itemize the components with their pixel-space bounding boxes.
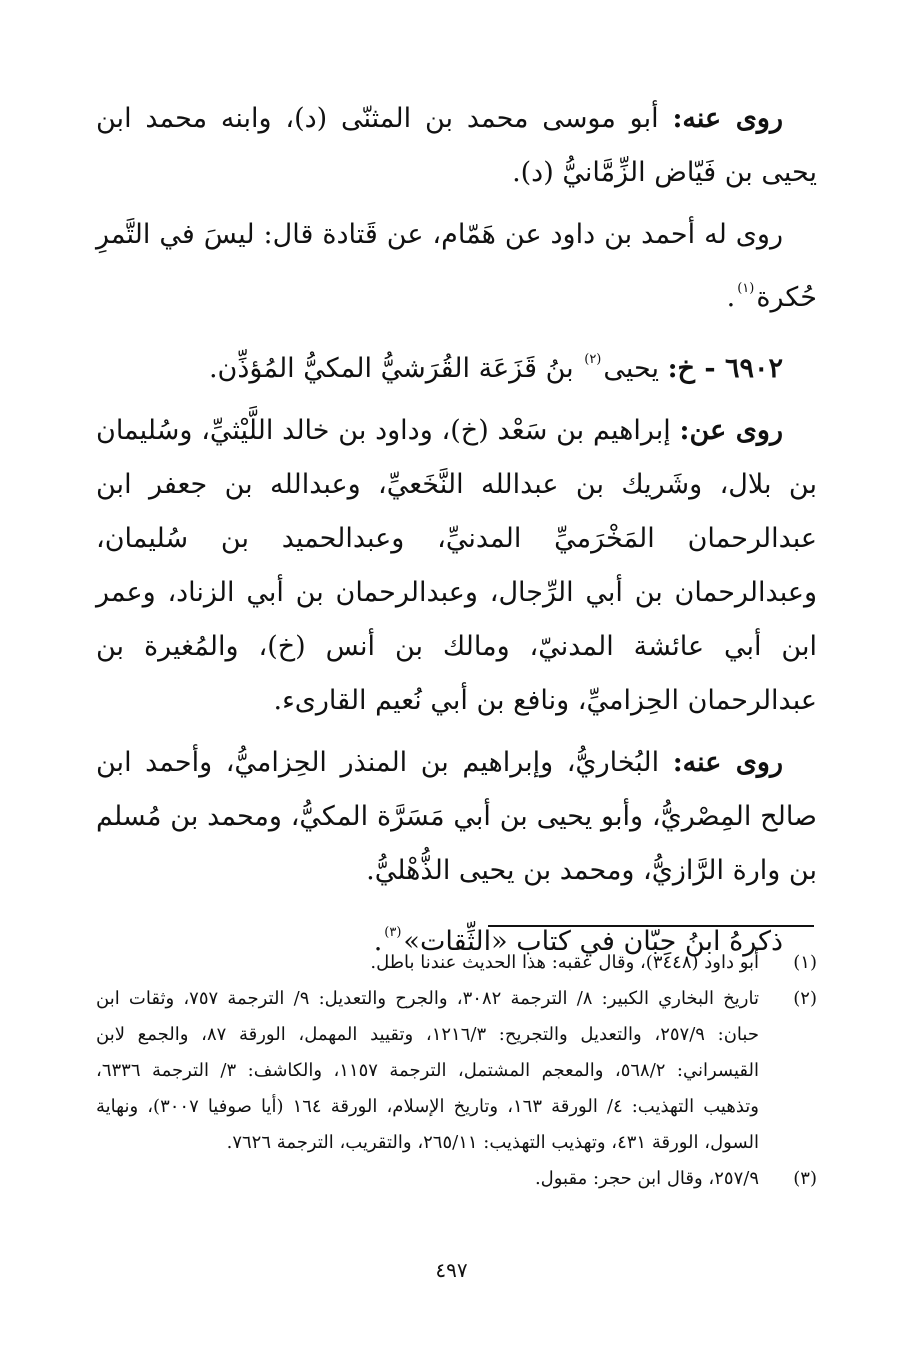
paragraph-text: روى له أحمد بن داود عن هَمّام، عن قَتادة قال: ليسَ في التَّمرِ حُكرة <box>96 219 817 313</box>
footnote-mark: (٢) <box>793 988 817 1009</box>
section-lead: روى عنه: <box>672 103 784 134</box>
footnote-mark: (١) <box>793 952 817 973</box>
footnote-item <box>96 981 817 1161</box>
footnotes-section <box>96 945 817 1197</box>
hadith-paragraph <box>96 208 817 325</box>
footnote-item <box>96 1161 817 1197</box>
section-lead: روى عن: <box>679 415 783 446</box>
footnote-item <box>96 945 817 981</box>
entry-heading <box>96 333 817 396</box>
paragraph-end: . <box>373 926 383 957</box>
paragraph-text: البُخاريُّ، وإبراهيم بن المنذر الحِزاميُّ، وأحمد ابن صالح المِصْريُّ، وأبو يحيى بن أبي مَسَرَّة المكيُّ، ومحمد بن مُسلم بن وارة الرَّازيُّ، ومحمد بن يحيى الذُّهْليُّ. <box>96 747 817 886</box>
footnote-text: ٢٥٧/٩، وقال ابن حجر: مقبول. <box>534 1168 759 1189</box>
footnote-text: أبو داود (٣٤٤٨)، وقال عقبه: هذا الحديث عندنا باطل. <box>370 952 759 973</box>
footnote-text: تاريخ البخاري الكبير: ٨/ الترجمة ٣٠٨٢، والجرح والتعديل: ٩/ الترجمة ٧٥٧، وثقات ابن حبان: ٢٥٧/٩، والتعديل والتجريح: ١٢١٦/٣، وتقييد المهمل، الورقة ٨٧، والجمع لابن القيسراني: ٥٦٨/٢، والمعجم المشتمل، الترجمة ١١٥٧، والكاشف: ٣/ الترجمة ٦٣٣٦، وتذهيب التهذيب: ٤/ الورقة ١٦٣، وتاريخ الإسلام، الورقة ١٦٤ (أيا صوفيا ٣٠٠٧)، ونهاية السول، الورقة ٤٣١، وتهذيب التهذيب: ٢٦٥/١١، والتقريب، الترجمة ٧٦٢٦. <box>96 988 760 1153</box>
paragraph-text: أبو موسى محمد بن المثنّى (د)، وابنه محمد ابن يحيى بن فَيّاض الزِّمَّانيُّ (د). <box>96 103 817 188</box>
paragraph-end: . <box>726 282 736 313</box>
narrated-from-paragraph <box>96 404 817 728</box>
footnote-ref[interactable]: (٢) <box>584 352 602 367</box>
footnote-ref[interactable]: (١) <box>737 281 755 296</box>
section-lead: روى عنه: <box>672 747 783 778</box>
entry-number: ٦٩٠٢ - خ: <box>667 353 783 384</box>
entry-name-rest: بنُ قَزَعَة القُرَشيُّ المكيُّ المُؤذِّن. <box>208 353 574 384</box>
entry-name-start: يحيى <box>603 353 659 384</box>
footnote-ref[interactable]: (٣) <box>384 925 402 940</box>
paragraph-text: ذكرهُ ابنُ حِبّان في كتاب «الثِّقات» <box>403 926 783 957</box>
footnote-mark: (٣) <box>793 1168 817 1189</box>
footnote-divider <box>488 925 814 927</box>
narrators-from-him-paragraph <box>96 92 817 200</box>
paragraph-text: إبراهيم بن سَعْد (خ)، وداود بن خالد اللَّيْثيِّ، وسُليمان بن بلال، وشَريك بن عبدالله النَّخَعيِّ، وعبدالله بن جعفر ابن عبدالرحمان المَخْرَميِّ المدنيِّ، وعبدالحميد بن سُليمان، وعبدالرحمان بن أبي الرِّجال، وعبدالرحمان بن أبي الزناد، وعمر ابن أبي عائشة المدنيّ، ومالك بن أنس (خ)، والمُغيرة بن عبدالرحمان الحِزاميِّ، ونافع بن أبي نُعيم القارىء. <box>96 415 817 716</box>
narrators-from-him-paragraph <box>96 736 817 898</box>
page-number: ٤٩٧ <box>435 1258 468 1282</box>
